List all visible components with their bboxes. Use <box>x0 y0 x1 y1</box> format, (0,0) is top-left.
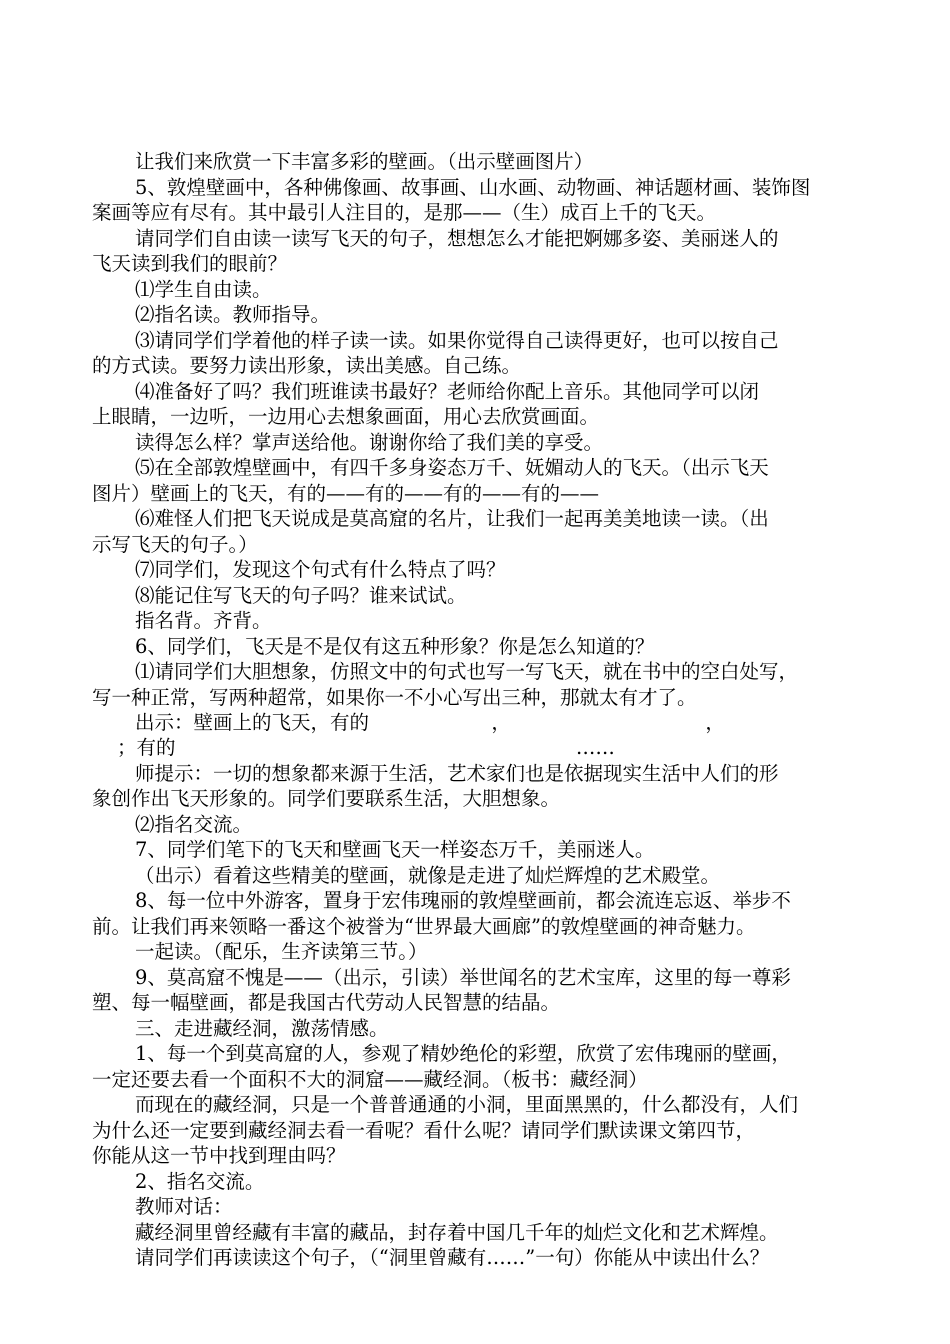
paragraph-line: ⑶请同学们学着他的样子读一读。如果你觉得自己读得更好，也可以按自己 <box>135 329 779 352</box>
paragraph-line: ⑴请同学们大胆想象，仿照文中的句式也写一写飞天，就在书中的空白处写， <box>135 660 799 683</box>
paragraph-line: 请同学们自由读一读写飞天的句子，想想怎么才能把婀娜多姿、美丽迷人的 <box>135 227 779 250</box>
paragraph-line: 读得怎么样？掌声送给他。谢谢你给了我们美的享受。 <box>135 431 604 454</box>
paragraph-line: 一定还要去看一个面积不大的洞窟——藏经洞。（板书：藏经洞） <box>92 1068 648 1091</box>
paragraph-line: 让我们来欣赏一下丰富多彩的壁画。（出示壁画图片） <box>135 150 594 173</box>
paragraph-line: 9、莫高窟不愧是——（出示，引读）举世闻名的艺术宝库，这里的每一尊彩 <box>135 966 791 989</box>
paragraph-line: ⑵指名交流。 <box>135 813 253 836</box>
paragraph-line: 而现在的藏经洞，只是一个普普通通的小洞，里面黑黑的，什么都没有，人们 <box>135 1093 799 1116</box>
paragraph-line: 的方式读。要努力读出形象，读出美感。自己练。 <box>92 354 522 377</box>
paragraph-line: ⑺同学们，发现这个句式有什么特点了吗？ <box>135 558 506 581</box>
paragraph-line: 象创作出飞天形象的。同学们要联系生活，大胆想象。 <box>92 787 561 810</box>
paragraph-line: 1、每一个到莫高窟的人，参观了精妙绝伦的彩塑，欣赏了宏伟瑰丽的壁画， <box>135 1042 791 1065</box>
paragraph-line: 写一种正常，写两种超常，如果你一不小心写出三种，那就太有才了。 <box>92 686 697 709</box>
paragraph-line: 7、同学们笔下的飞天和壁画飞天一样姿态万千，美丽迷人。 <box>135 838 655 861</box>
paragraph-line: ⑻能记住写飞天的句子吗？谁来试试。 <box>135 584 467 607</box>
paragraph-line: 前。让我们再来领略一番这个被誉为“世界最大画廊”的敦煌壁画的神奇魅力。 <box>92 915 756 938</box>
paragraph-line: 5、敦煌壁画中，各种佛像画、故事画、山水画、动物画、神话题材画、装饰图 <box>135 176 811 199</box>
paragraph-line: 图片）壁画上的飞天，有的——有的——有的——有的—— <box>92 482 600 505</box>
paragraph-line: ⑹难怪人们把飞天说成是莫高窟的名片，让我们一起再美美地读一读。（出 <box>135 507 769 530</box>
paragraph-line: 指名背。齐背。 <box>135 609 272 632</box>
paragraph-line: 请同学们再读读这个句子，（“洞里曾藏有……”一句）你能从中读出什么？ <box>135 1246 770 1269</box>
fill-comma: ， <box>491 711 511 734</box>
paragraph-line: 8、每一位中外游客，置身于宏伟瑰丽的敦煌壁画前，都会流连忘返、举步不 <box>135 889 791 912</box>
paragraph-line: 6、同学们，飞天是不是仅有这五种形象？你是怎么知道的？ <box>135 635 655 658</box>
paragraph-line: 你能从这一节中找到理由吗？ <box>92 1144 346 1167</box>
paragraph-line: 教师对话： <box>135 1195 233 1218</box>
paragraph-line: ⑵指名读。教师指导。 <box>135 303 331 326</box>
paragraph-line: 塑、每一幅壁画，都是我国古代劳动人民智慧的结晶。 <box>92 991 561 1014</box>
paragraph-line: 飞天读到我们的眼前？ <box>92 252 288 275</box>
exercise-prompt-text: 出示：壁画上的飞天，有的 <box>135 711 370 734</box>
paragraph-line: 一起读。（配乐，生齐读第三节。） <box>135 940 428 963</box>
paragraph-line: ⑴学生自由读。 <box>135 278 272 301</box>
paragraph-line: 示写飞天的句子。） <box>92 533 258 556</box>
paragraph-line: ⑷准备好了吗？我们班谁读书最好？老师给你配上音乐。其他同学可以闭 <box>135 380 760 403</box>
paragraph-line: （出示）看着这些精美的壁画，就像是走进了灿烂辉煌的艺术殿堂。 <box>135 864 721 887</box>
paragraph-line: 上眼睛，一边听，一边用心去想象画面，用心去欣赏画面。 <box>92 405 600 428</box>
exercise-fill-text: ；有的 <box>117 736 176 759</box>
paragraph-line: ⑸在全部敦煌壁画中，有四千多身姿态万千、妩媚动人的飞天。（出示飞天 <box>135 456 769 479</box>
fill-comma: ， <box>705 711 725 734</box>
fill-ellipsis: …… <box>575 736 615 759</box>
paragraph-line: 师提示：一切的想象都来源于生活，艺术家们也是依据现实生活中人们的形 <box>135 762 779 785</box>
paragraph-line: 藏经洞里曾经藏有丰富的藏品，封存着中国几千年的灿烂文化和艺术辉煌。 <box>135 1221 779 1244</box>
section-heading: 三、走进藏经洞，激荡情感。 <box>135 1017 389 1040</box>
paragraph-line: 为什么还一定要到藏经洞去看一看呢？看什么呢？请同学们默读课文第四节， <box>92 1119 756 1142</box>
paragraph-line: 2、指名交流。 <box>135 1170 265 1193</box>
paragraph-line: 案画等应有尽有。其中最引人注目的，是那——（生）成百上千的飞天。 <box>92 201 717 224</box>
